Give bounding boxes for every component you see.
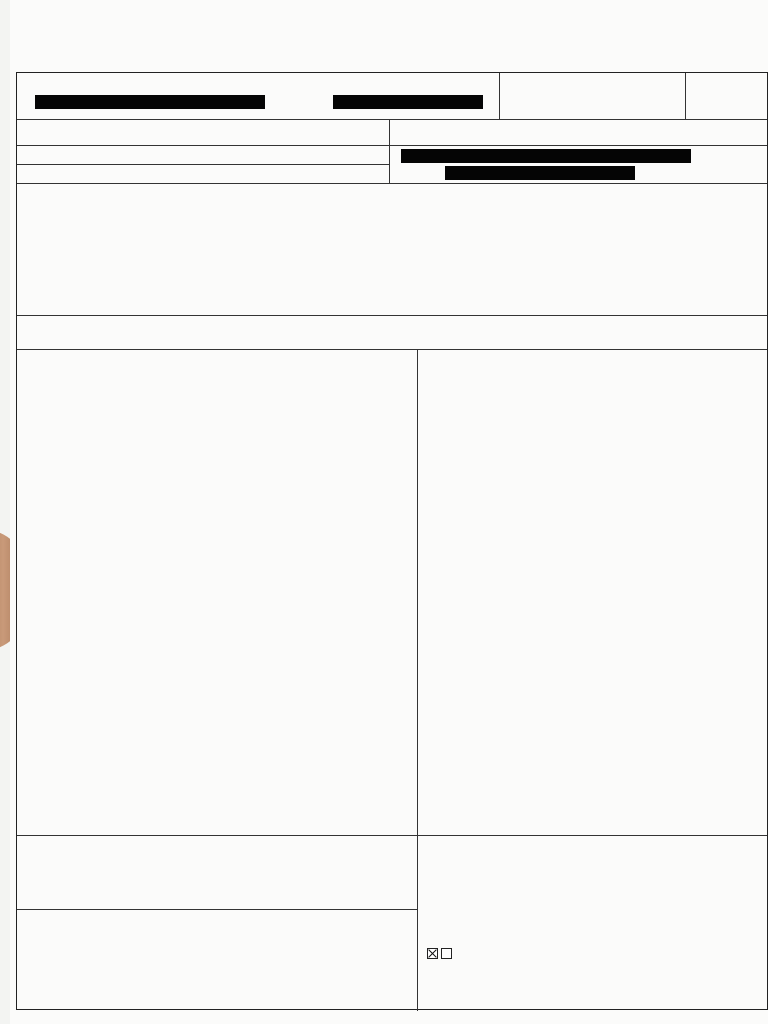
redacted-owner <box>401 149 691 163</box>
redacted-signature <box>333 95 483 109</box>
service-k-checkbox[interactable] <box>427 948 438 959</box>
service-e-checkbox[interactable] <box>441 948 452 959</box>
form-frame <box>16 72 768 1010</box>
redacted-address <box>445 166 635 180</box>
inspection-form <box>10 0 768 1024</box>
monitoring-service <box>427 948 455 961</box>
redacted-name <box>35 95 265 109</box>
